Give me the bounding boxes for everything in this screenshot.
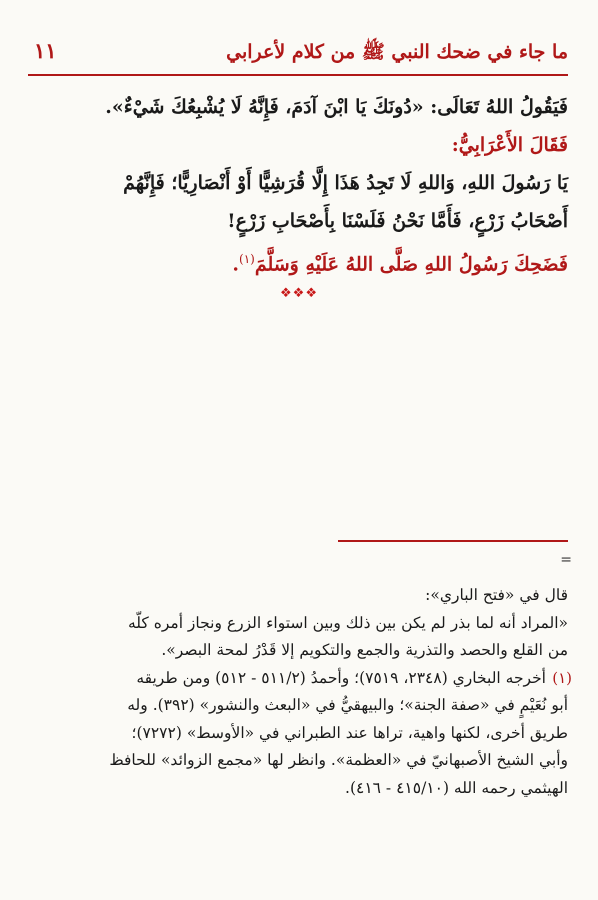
note-line: طريق أخرى، لكنها واهية، تراها عند الطبراني في «الأوسط» (٧٢٧٢)؛ <box>131 723 568 742</box>
footnote-separator <box>338 540 568 542</box>
main-line: يَا رَسُولَ اللهِ، وَاللهِ لَا تَجِدُ هَذَا إِلَّا قُرَشِيًّا أَوْ أَنْصَارِيًّا؛ فَإِنَّهُمْ <box>123 172 568 194</box>
note-line: أخرجه البخاري (٢٣٤٨، ٧٥١٩)؛ وأحمدُ (٥١١/٢ - ٥١٢) ومن طريقه <box>136 668 546 687</box>
note-line: وأبي الشيخ الأصبهانيّ في «العظمة». وانظر لها «مجمع الزوائد» للحافظ <box>109 751 568 769</box>
page-number: ١١ <box>34 38 57 63</box>
note-line: «المراد أنه لما بذر لم يكن بين ذلك وبين استواء الزرع ونجاز أمره كلّه <box>127 613 568 632</box>
running-title: ما جاء في ضحك النبي ﷺ من كلام لأعرابي <box>226 41 568 63</box>
page-header <box>28 38 568 72</box>
main-line: أَصْحَابُ زَرْعٍ، فَأَمَّا نَحْنُ فَلَسْنَا بِأَصْحَابِ زَرْعٍ! <box>227 210 568 232</box>
main-text <box>30 88 568 278</box>
main-line-final <box>30 240 568 278</box>
header-rule <box>28 74 568 76</box>
note-line: من القلع والحصد والتذرية والجمع والتكويم إلا قَدْرُ لمحة البصر». <box>161 641 568 659</box>
main-line: فَيَقُولُ اللهُ تَعَالَى: «دُونَكَ يَا ابْنَ آدَمَ، فَإِنَّهُ لَا يُشْبِعُكَ شَيْءٌ». <box>105 96 568 118</box>
section-ornament: ❖❖❖ <box>280 286 318 301</box>
final-period: . <box>232 253 239 276</box>
note-line: الهيثمي رحمه الله (٤١٥/١٠ - ٤١٦). <box>345 778 568 797</box>
note-line: أبو نُعَيْمٍ في «صفة الجنة»؛ والبيهقيُّ في «البعث والنشور» (٣٩٢). وله <box>127 696 568 714</box>
final-text: فَضَحِكَ رَسُولُ اللهِ صَلَّى اللهُ عَلَيْهِ وَسَلَّمَ <box>254 253 568 276</box>
footnotes <box>30 582 572 802</box>
footnote-item <box>30 665 572 803</box>
footnote-number: (١) <box>552 668 572 687</box>
footnote-reference: (١) <box>239 252 255 266</box>
note-line: قال في «فتح الباري»: <box>425 586 568 604</box>
footnote-continuation-mark: = <box>560 552 572 568</box>
main-line: فَقَالَ الأَعْرَابِيُّ: <box>451 134 568 156</box>
